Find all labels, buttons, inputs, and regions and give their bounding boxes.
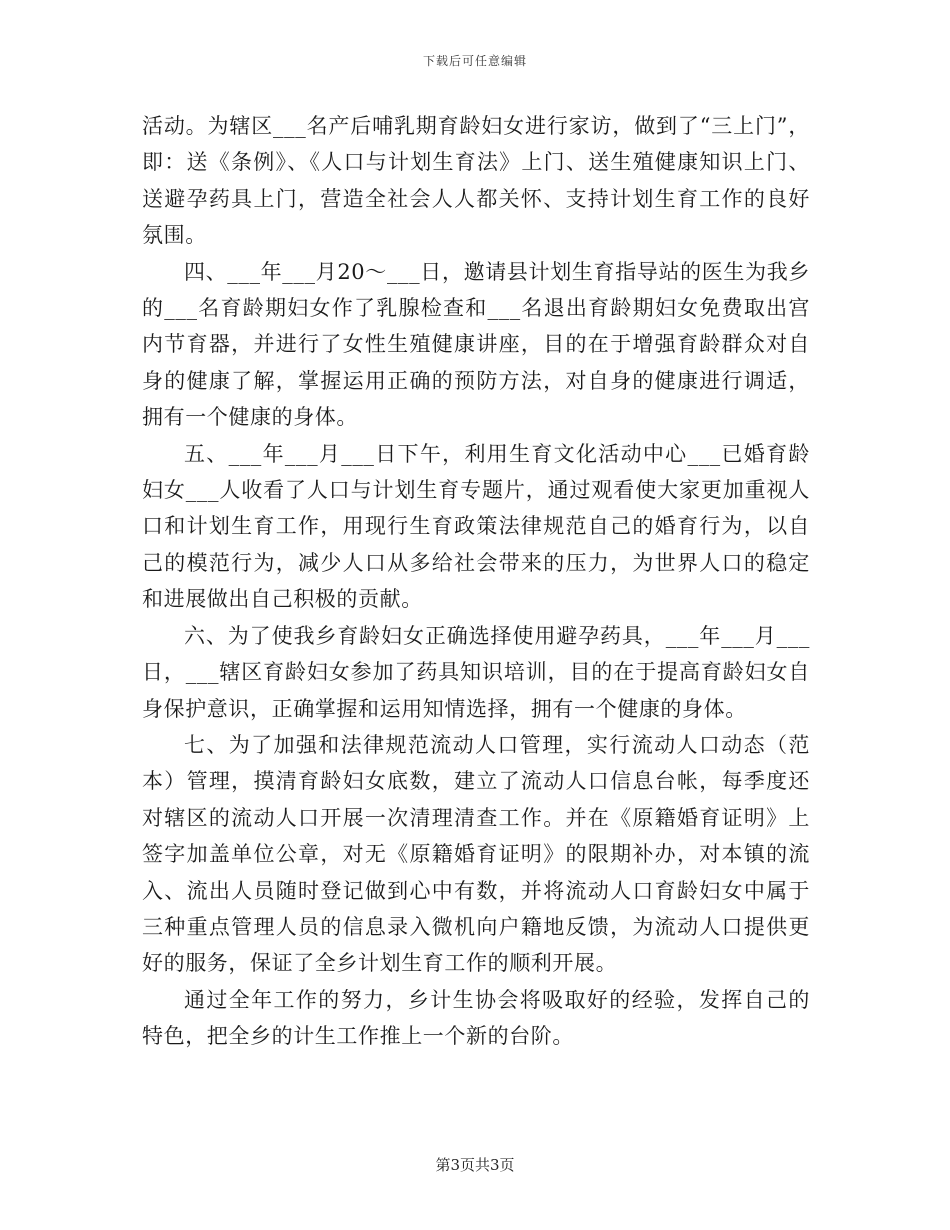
page-header: 下载后可任意编辑 [422,54,527,68]
page-footer: 第3页共3页 [435,1156,515,1174]
paragraph-4: 六、为了使我乡育龄妇女正确选择使用避孕药具，___年___月___日，___辖区育龄妇女参加了药具知识培训，目的在于提高育龄妇女自身保护意识，正确掌握和运用知情选择，拥有一个健康的身体。 [142,623,810,721]
paragraph-3: 五、___年___月___日下午，利用生育文化活动中心___已婚育龄妇女___人收看了人口与计划生育专题片，通过观看使大家更加重视人口和计划生育工作，用现行生育政策法律规范自己的婚育行为，以自己的模范行为，减少人口从多给社会带来的压力，为世界人口的稳定和进展做出自己积极的贡献。 [142,441,810,612]
paragraph-2: 四、___年___月20～___日，邀请县计划生育指导站的医生为我乡的___名育龄期妇女作了乳腺检查和___名退出育龄期妇女免费取出宫内节育器，并进行了女性生殖健康讲座，目的在于增强育龄群众对自身的健康了解，掌握运用正确的预防方法，对自身的健康进行调适，拥有一个健康的身体。 [142,259,810,430]
paragraph-6: 通过全年工作的努力，乡计生协会将吸取好的经验，发挥自己的特色，把全乡的计生工作推上一个新的台阶。 [142,987,810,1049]
paragraph-1: 活动。为辖区___名产后哺乳期育龄妇女进行家访，做到了“三上门”，即：送《条例》、《人口与计划生育法》上门、送生殖健康知识上门、送避孕药具上门，营造全社会人人都关怀、支持计划生育工作的良好氛围。 [142,114,810,248]
paragraph-5: 七、为了加强和法律规范流动人口管理，实行流动人口动态（范本）管理，摸清育龄妇女底数，建立了流动人口信息台帐，每季度还对辖区的流动人口开展一次清理清查工作。并在《原籍婚育证明》上签字加盖单位公章，对无《原籍婚育证明》的限期补办，对本镇的流入、流出人员随时登记做到心中有数，并将流动人口育龄妇女中属于三种重点管理人员的信息录入微机向户籍地反馈，为流动人口提供更好的服务，保证了全乡计划生育工作的顺利开展。 [142,732,810,976]
document-body [142,108,810,1055]
